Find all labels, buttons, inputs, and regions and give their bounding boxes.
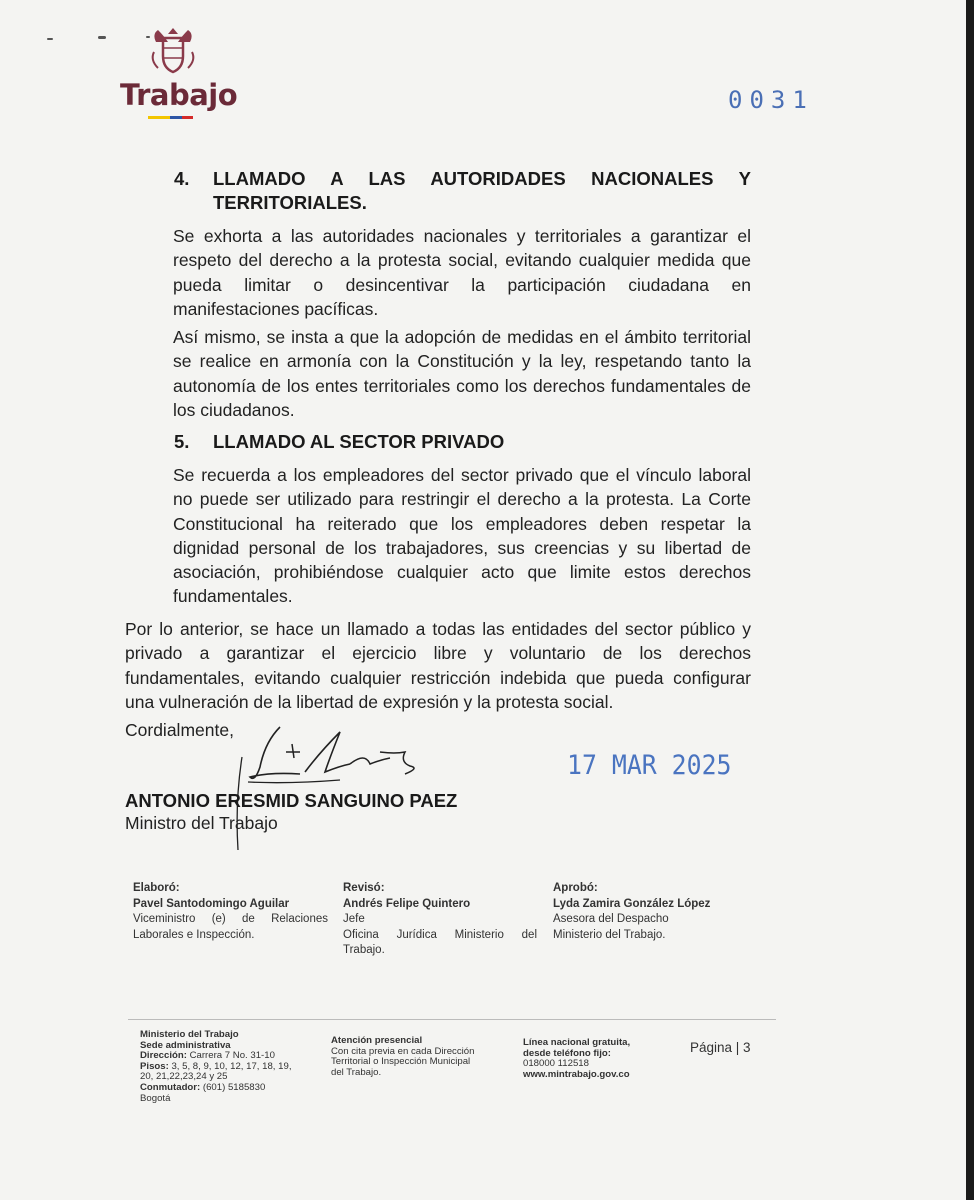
section-number: 4. xyxy=(174,168,190,189)
footer-sede: Sede administrativa xyxy=(140,1039,231,1051)
section-title: LLAMADO A LAS AUTORIDADES NACIONALES Y xyxy=(213,168,751,189)
review-label: Revisó: xyxy=(343,882,385,894)
footer-value: 3, 5, 8, 9, 10, 12, 17, 18, 19, xyxy=(171,1060,292,1072)
closing-salutation: Cordialmente, xyxy=(125,720,234,740)
review-elaboro xyxy=(133,881,328,943)
footer-value: 20, 21,22,23,24 y 25 xyxy=(140,1071,228,1083)
footer-value: (601) 5185830 xyxy=(202,1081,266,1093)
section-number: 5. xyxy=(174,431,190,452)
footer-address xyxy=(140,1030,320,1104)
page-number: Página | 3 xyxy=(690,1040,751,1055)
section-title: LLAMADO AL SECTOR PRIVADO xyxy=(213,431,505,452)
footer-label: Pisos: xyxy=(140,1060,169,1072)
footer-label: Conmutador: xyxy=(140,1081,201,1093)
section-paragraph: Se exhorta a las autoridades nacionales y territoriales a garantizar el respeto del derecho a la protesta social, evitando cualquier medida que pueda limitar o desincentivar la participación ciudadana en manifestaciones pacíficas. xyxy=(173,226,751,319)
scan-edge xyxy=(966,0,974,1200)
footer-text: Con cita previa en cada Dirección xyxy=(331,1045,475,1057)
scan-speck xyxy=(47,38,53,40)
review-text: Viceministro (e) de Relaciones Laborales e Inspección. xyxy=(133,913,328,941)
footer-title: desde teléfono fijo: xyxy=(523,1047,611,1059)
footer-hotline xyxy=(523,1038,683,1080)
footer-title: Atención presencial xyxy=(331,1035,423,1046)
review-name: Lyda Zamira González López xyxy=(553,897,711,910)
review-aprobo xyxy=(553,881,753,943)
date-stamp: 17 MAR 2025 xyxy=(567,750,732,781)
review-name: Andrés Felipe Quintero xyxy=(343,897,471,910)
footer-org: Ministerio del Trabajo xyxy=(140,1029,239,1040)
section-title-continued: TERRITORIALES. xyxy=(213,192,367,213)
coat-of-arms-icon xyxy=(148,26,198,76)
footer-city: Bogotá xyxy=(140,1092,171,1104)
scan-speck xyxy=(98,36,106,39)
section-paragraph: Así mismo, se insta a que la adopción de medidas en el ámbito territorial se realice en armonía con la Constitución y la ley, respetando tanto la autonomía de los entes territoriales como los derechos fundamentales de los ciudadanos. xyxy=(173,327,751,420)
review-text: Ministerio del Trabajo. xyxy=(553,928,666,941)
section-paragraph: Se recuerda a los empleadores del sector privado que el vínculo laboral no puede ser utilizado para restringir el derecho a la protesta. La Corte Constitucional ha reiterado que los empleadores deben respetar la dignidad personal de los trabajadores, sus creencias y su libertad de asociación, prohibiéndose cualquier acto que limite estos derechos fundamentales. xyxy=(173,465,751,607)
signer-name: ANTONIO ERESMID SANGUINO PAEZ xyxy=(125,790,458,811)
review-name: Pavel Santodomingo Aguilar xyxy=(133,897,290,910)
footer-website: www.mintrabajo.gov.co xyxy=(523,1068,630,1080)
footer-label: Dirección: xyxy=(140,1050,187,1062)
footer-divider xyxy=(128,1019,776,1020)
review-label: Aprobó: xyxy=(553,882,598,894)
signer-role: Ministro del Trabajo xyxy=(125,813,278,833)
review-text: Oficina Jurídica Ministerio del Trabajo. xyxy=(343,928,537,956)
review-text: Jefe xyxy=(343,913,365,925)
footer-title: Línea nacional gratuita, xyxy=(523,1037,631,1048)
review-reviso xyxy=(343,881,537,959)
colombian-flag-stripe xyxy=(148,116,193,119)
footer-text: Territorial o Inspección Municipal xyxy=(331,1056,471,1068)
logo-wordmark: Trabajo xyxy=(120,78,238,112)
conclusion-paragraph: Por lo anterior, se hace un llamado a todas las entidades del sector público y privado a garantizar el ejercicio libre y voluntario de los derechos fundamentales, evitando cualquier restricción indebida que pueda configurar una vulneración de la libertad de expresión y la protesta social. xyxy=(125,619,751,712)
ministry-logo xyxy=(118,26,238,126)
review-text: Asesora del Despacho xyxy=(553,913,669,925)
footer-phone: 018000 112518 xyxy=(523,1058,589,1070)
review-label: Elaboró: xyxy=(133,882,180,894)
footer-value: Carrera 7 No. 31-10 xyxy=(189,1050,275,1062)
footer-attention xyxy=(331,1036,506,1078)
document-number-stamp: 0031 xyxy=(728,86,814,114)
footer-text: del Trabajo. xyxy=(331,1066,382,1078)
